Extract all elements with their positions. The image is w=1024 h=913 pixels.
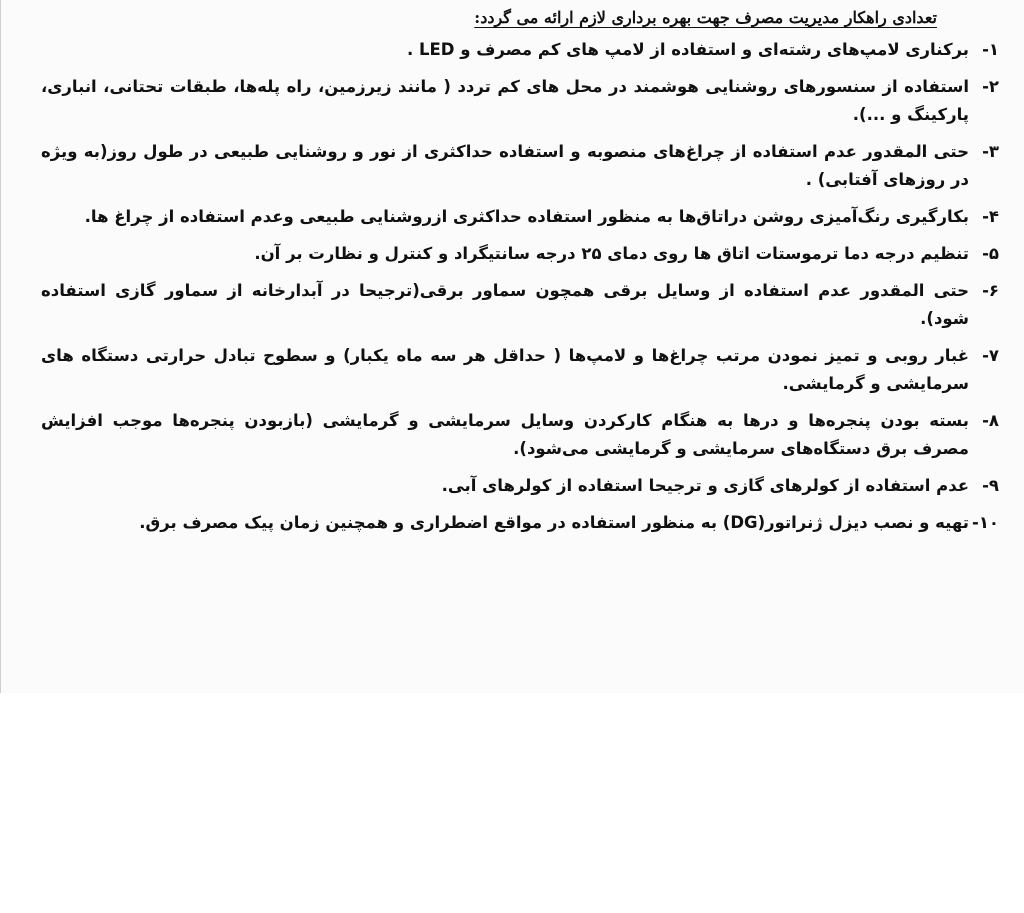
- blank-area: [0, 693, 1024, 913]
- list-item-text: عدم استفاده از کولرهای گازی و ترجیحا استفاده از کولرهای آبی.: [441, 476, 969, 495]
- document-title: [41, 6, 999, 30]
- list-item-number: ۷-: [982, 346, 999, 365]
- list-item: [41, 472, 999, 500]
- list-item: [41, 277, 999, 333]
- list-item-text: بسته بودن پنجره‌ها و درها به هنگام کارکردن وسایل سرمایشی و گرمایشی (بازبودن پنجره‌ها موجب افزایش مصرف برق دستگاه‌های سرمایشی و گرمایشی می‌شود).: [41, 411, 969, 458]
- list-item: [41, 138, 999, 194]
- list-item-text: تهیه و نصب دیزل ژنراتور(DG) به منظور استفاده در مواقع اضطراری و همچنین زمان پیک مصرف برق.: [139, 513, 969, 532]
- list-item: [41, 509, 999, 537]
- list-item: [41, 36, 999, 64]
- list-item-number: ۲-: [982, 77, 999, 96]
- list-item-number: ۸-: [982, 411, 999, 430]
- list-item-text: استفاده از سنسورهای روشنایی هوشمند در محل های کم تردد ( مانند زیرزمین، راه پله‌ها، طبقات تحتانی، انباری، پارکینگ و ...).: [41, 77, 969, 124]
- list-item-number: ۶-: [982, 281, 999, 300]
- list-item-text: برکناری لامپ‌های رشته‌ای و استفاده از لامپ های کم مصرف و LED .: [407, 40, 969, 59]
- document-title-text: تعدادی راهکار مدیریت مصرف جهت بهره برداری لازم ارائه می گردد:: [474, 8, 937, 27]
- list-item-text: غبار روبی و تمیز نمودن مرتب چراغ‌ها و لامپ‌ها ( حداقل هر سه ماه یکبار) و سطوح تبادل حرارتی دستگاه های سرمایشی و گرمایشی.: [41, 346, 969, 393]
- list-item-text: تنظیم درجه دما ترموستات اتاق ها روی دمای ۲۵ درجه سانتیگراد و کنترل و نظارت بر آن.: [254, 244, 969, 263]
- list-item: [41, 73, 999, 129]
- list-item: [41, 240, 999, 268]
- list-item: [41, 407, 999, 463]
- list-item-number: ۵-: [982, 244, 999, 263]
- list-item: [41, 342, 999, 398]
- document-body: [41, 6, 999, 546]
- list-item-number: ۳-: [982, 142, 999, 161]
- list-item-number: ۱۰-: [971, 513, 999, 532]
- list-item-text: حتی المقدور عدم استفاده از چراغ‌های منصوبه و استفاده حداکثری از نور و روشنایی طبیعی در طول روز(به ویژه در روزهای آفتابی) .: [41, 142, 969, 189]
- list-item-number: ۴-: [982, 207, 999, 226]
- list-item-number: ۹-: [982, 476, 999, 495]
- list-item-number: ۱-: [982, 40, 999, 59]
- list-item-text: بکارگیری رنگ‌آمیزی روشن دراتاق‌ها به منظور استفاده حداکثری ازروشنایی طبیعی وعدم استفاده از چراغ ها.: [84, 207, 969, 226]
- list-item-text: حتی المقدور عدم استفاده از وسایل برقی همچون سماور برقی(ترجیحا در آبدارخانه از سماور گازی استفاده شود).: [41, 281, 969, 328]
- list-item: [41, 203, 999, 231]
